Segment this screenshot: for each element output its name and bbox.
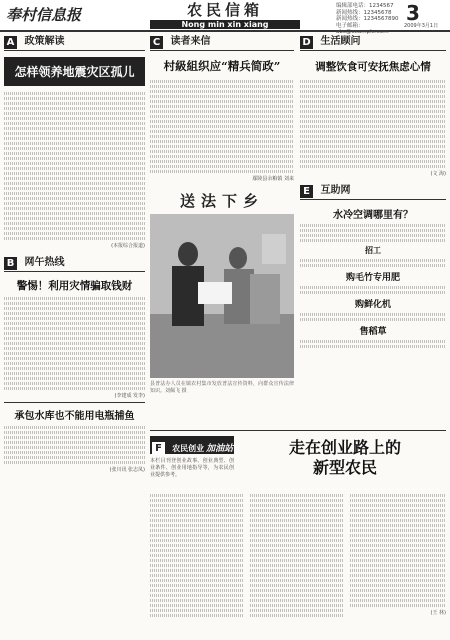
headline-b2: 承包水库也不能用电瓶捕鱼 <box>14 411 135 422</box>
section-label-f: 农民创业 <box>172 444 205 453</box>
help-item-body <box>300 286 446 294</box>
help-item-title: 售稻草 <box>359 327 387 337</box>
section-a <box>4 34 145 473</box>
help-item-body <box>300 313 446 321</box>
article-f-col1 <box>150 492 244 619</box>
help-item-title: 水冷空调哪里有？ <box>333 210 413 221</box>
section-label-a: 政策解读 <box>24 36 65 47</box>
badge-c: C <box>150 36 163 49</box>
paper-name: 奉村信息报 <box>6 6 82 24</box>
section-header-b <box>4 255 145 272</box>
masthead <box>0 0 450 35</box>
headline-a: 怎样领养地震灾区孤儿 <box>4 57 145 86</box>
article-c-body <box>150 80 294 173</box>
help-item-title: 购毛竹专用肥 <box>345 273 400 283</box>
byline-d: (文 海) <box>430 171 446 177</box>
badge-f: F <box>152 442 165 455</box>
help-item-body <box>300 259 446 267</box>
headline-b: 警惕！利用灾情骗取钱财 <box>16 280 133 292</box>
section-label-d: 生活顾问 <box>320 36 361 47</box>
section-pinyin: Nong min xin xiang <box>150 20 300 29</box>
contact-line: 新闻热线：12345678 <box>336 9 392 16</box>
section-c <box>150 34 294 395</box>
contact-line: 电子邮箱：abc@example.com <box>336 22 389 35</box>
section-header-c <box>150 34 294 51</box>
help-item-body <box>300 224 446 242</box>
photo-image <box>150 214 294 378</box>
section-header-a <box>4 34 145 51</box>
section-header-f <box>150 436 234 454</box>
badge-b: B <box>4 257 17 270</box>
photo-send-law <box>150 188 294 378</box>
badge-e: E <box>300 185 313 198</box>
byline-b: (李建成 发李) <box>114 393 145 399</box>
badge-d: D <box>300 36 313 49</box>
help-item-body <box>300 340 446 348</box>
headline-f <box>250 438 440 478</box>
help-item-title: 招工 <box>365 245 381 255</box>
article-b2-body <box>4 426 145 464</box>
section-label-f2: 加油站 <box>206 444 234 454</box>
photo-note: 县普法办人员在镇农村集市发放普法宣传资料，向群众宣传法律知识。刘佩飞 摄 <box>150 381 294 394</box>
byline-b2: (张川讯 张志凤) <box>109 467 145 473</box>
section-f <box>150 430 446 636</box>
contact-line: 新闻热线：1234567890 <box>336 16 399 22</box>
headline-d: 调整饮食可安抚焦虑心情 <box>315 61 431 73</box>
page-number: 3 <box>406 1 420 25</box>
section-name: 农民信箱 <box>186 1 263 19</box>
help-item-title: 购鲜化机 <box>354 300 391 310</box>
byline-c: 鄢陵县余粮镇 刘来 <box>252 176 294 182</box>
article-f-col2 <box>250 492 344 619</box>
photo-caption: 送法下乡 <box>150 188 294 214</box>
article-b-body <box>4 297 145 390</box>
badge-a: A <box>4 36 17 49</box>
section-header-d <box>300 34 446 51</box>
section-d <box>300 34 446 350</box>
headline-f-line1: 走在创业路上的 <box>288 438 401 457</box>
article-a-body <box>4 92 145 240</box>
contact-line: 编辑部电话：1234567 <box>336 3 394 9</box>
section-label-e: 互助网 <box>320 185 351 196</box>
section-label-b: 网午热线 <box>24 257 65 268</box>
article-f-col3 <box>350 492 446 616</box>
headline-c: 村級組织应“精兵简政” <box>163 59 281 73</box>
section-title <box>150 2 300 29</box>
section-header-e <box>300 183 446 200</box>
section-label-c: 读者来信 <box>170 36 211 47</box>
headline-f-line2: 新型农民 <box>312 458 377 477</box>
page-date: 2009年3月1日 <box>404 23 439 29</box>
byline-f: (王 林) <box>430 610 446 616</box>
byline-a: (本报综合报道) <box>111 243 145 249</box>
intro-f: 本栏目刊登创业故事、创业典型、创业条件、创业用地指导等，为农民创业提供参考。 <box>150 458 234 478</box>
contact-info <box>336 3 406 36</box>
article-d-body <box>300 80 446 168</box>
